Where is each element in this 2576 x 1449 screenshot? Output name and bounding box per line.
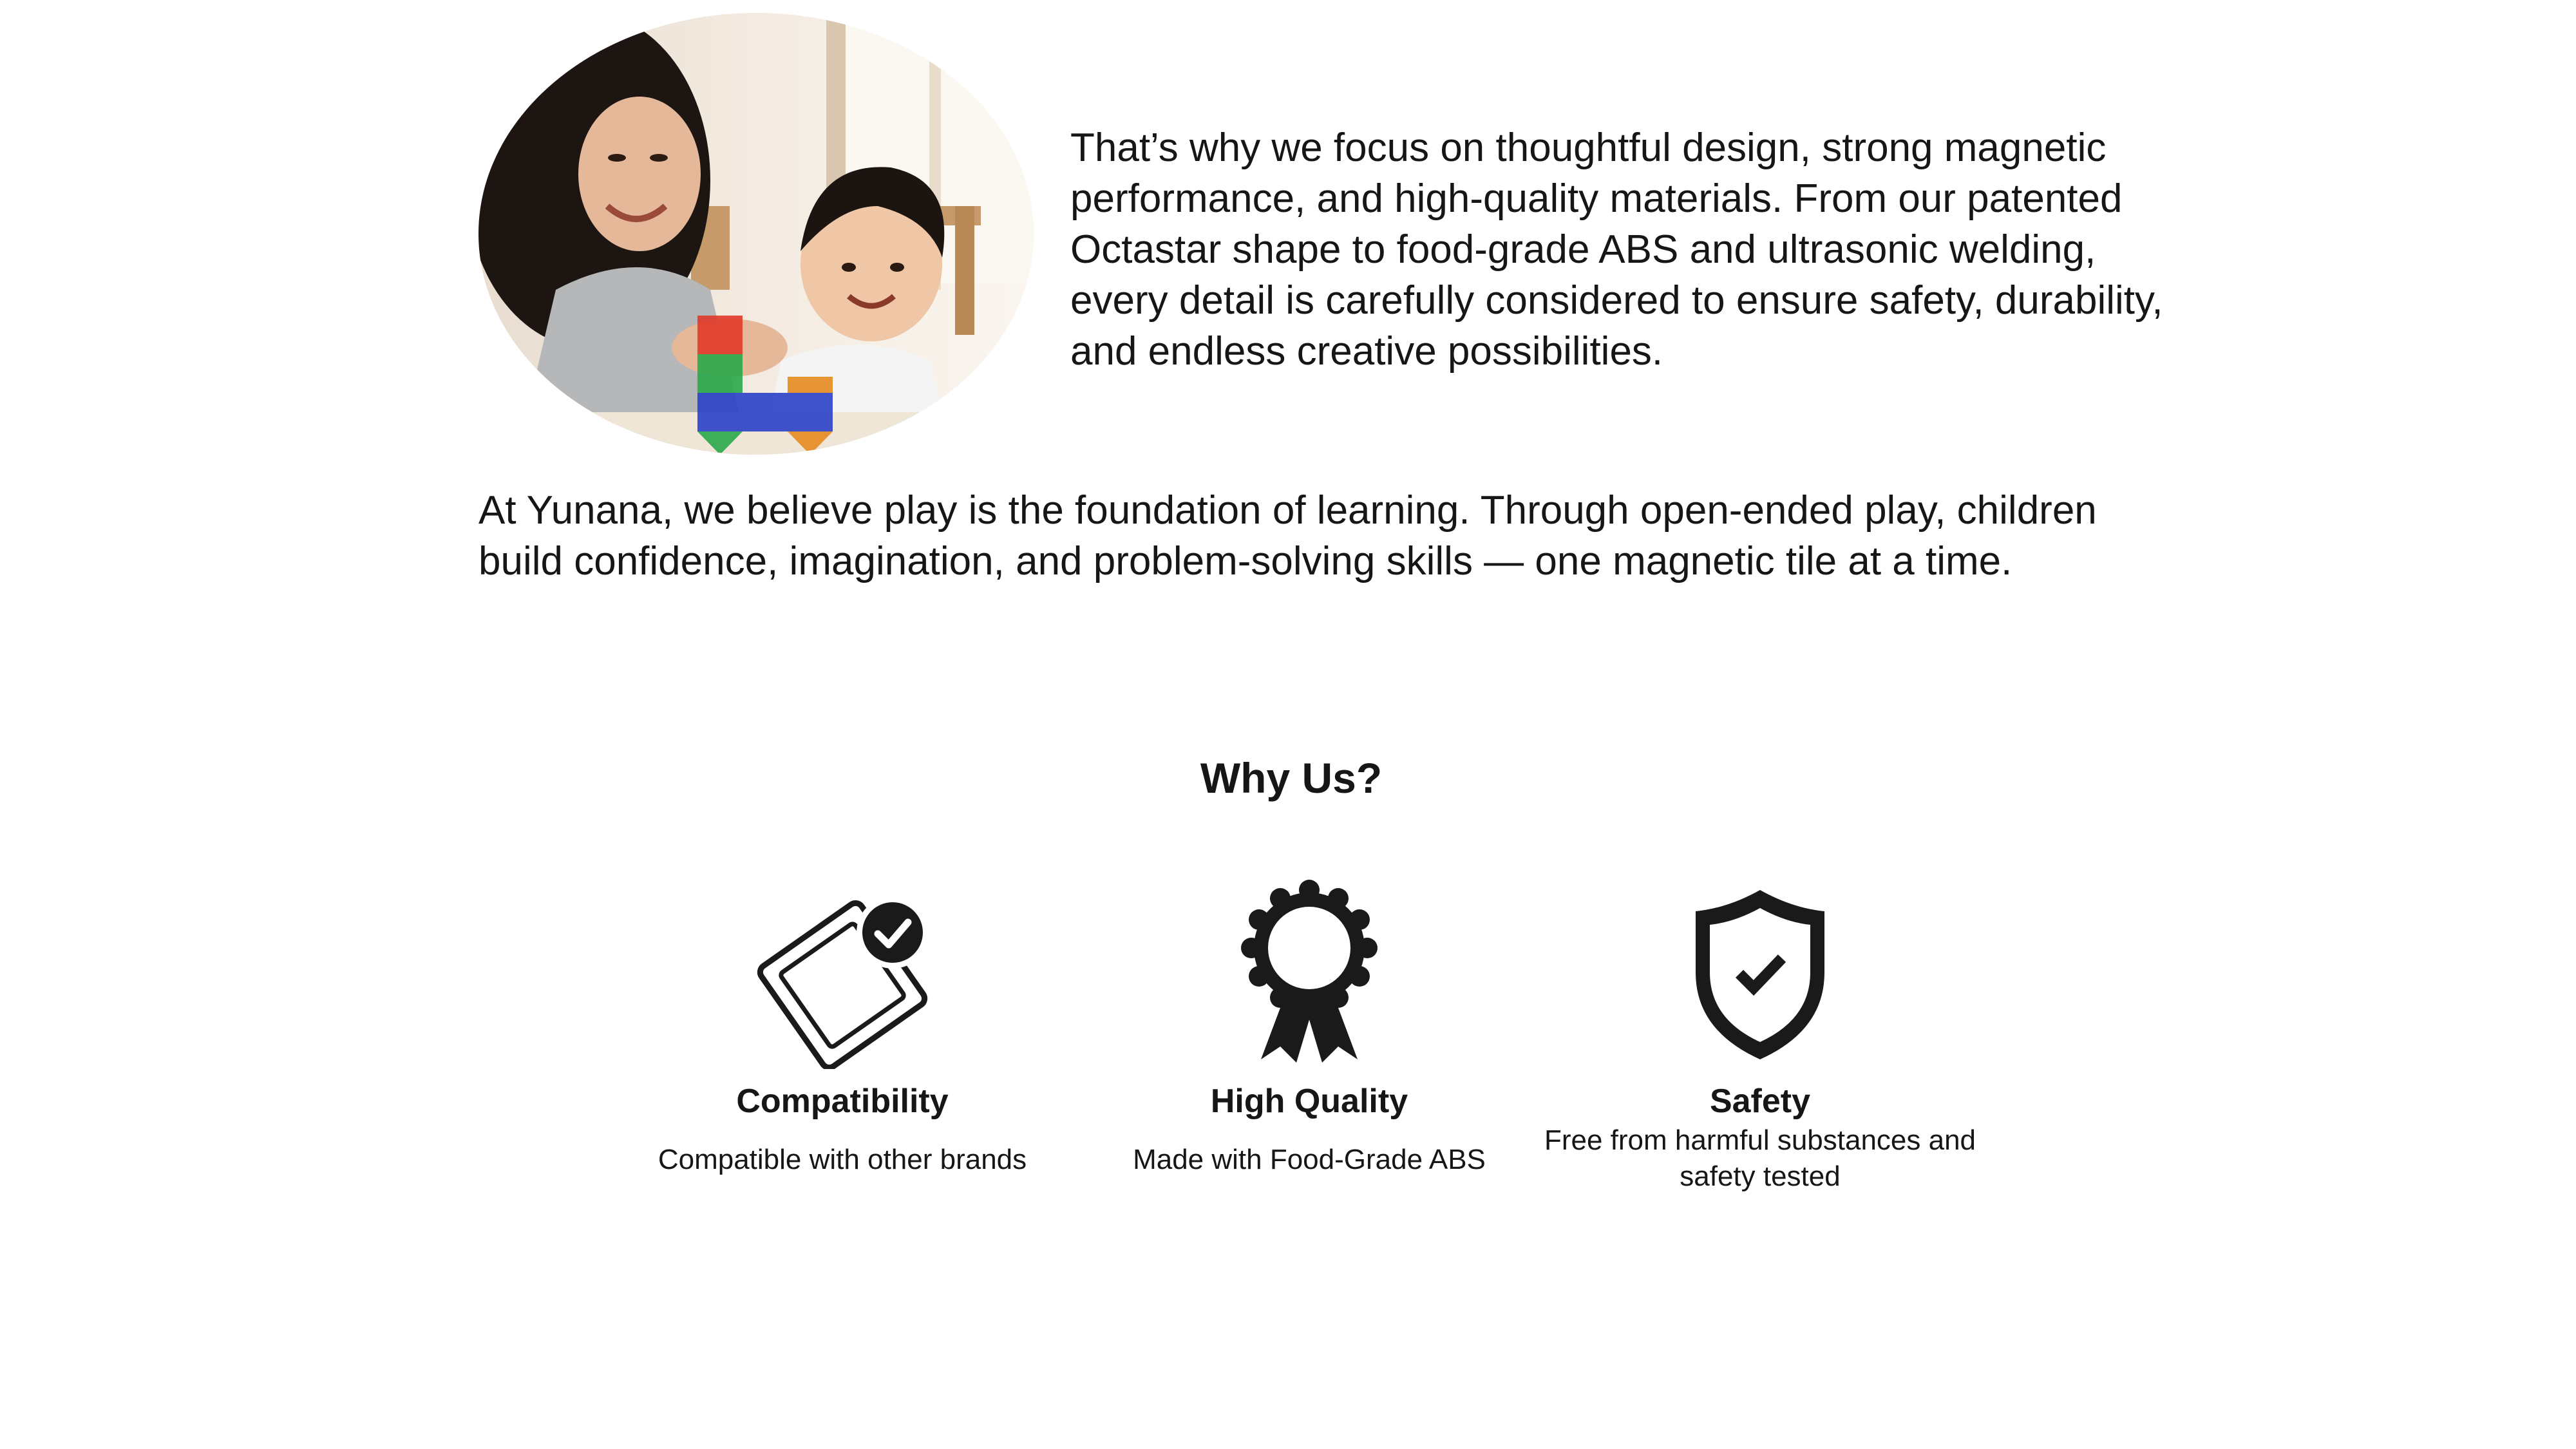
why-us-heading: Why Us? bbox=[1200, 754, 1383, 802]
intro-paragraph: That’s why we focus on thoughtful design, strong magnetic performance, and high-quality materials. From our patented Octastar shape to food-grade ABS and ultrasonic welding, every detail is carefully considered to ensure safety, durability, and endless creative possibilities. bbox=[1070, 126, 2163, 374]
tile-check-icon bbox=[746, 876, 939, 1069]
hero-photo bbox=[478, 13, 1034, 455]
feature-description: Free from harmful substances and safety tested bbox=[1544, 1124, 1976, 1192]
feature-description: Made with Food-Grade ABS bbox=[1133, 1144, 1486, 1175]
feature-description: Compatible with other brands bbox=[658, 1144, 1027, 1175]
feature-title: Safety bbox=[1709, 1083, 1811, 1120]
feature-high-quality bbox=[1097, 876, 1522, 1175]
feature-compatibility bbox=[630, 876, 1055, 1175]
award-ribbon-icon bbox=[1213, 876, 1406, 1069]
mission-paragraph: At Yunana, we believe play is the foundation of learning. Through open-ended play, children build confidence, imagination, and problem-solving skills — one magnetic tile at a time. bbox=[478, 488, 2097, 583]
feature-title: High Quality bbox=[1210, 1083, 1408, 1120]
shield-check-icon bbox=[1663, 876, 1857, 1069]
feature-safety bbox=[1541, 876, 1979, 1192]
feature-title: Compatibility bbox=[736, 1083, 949, 1120]
mother-child-playing-image bbox=[478, 13, 1034, 455]
